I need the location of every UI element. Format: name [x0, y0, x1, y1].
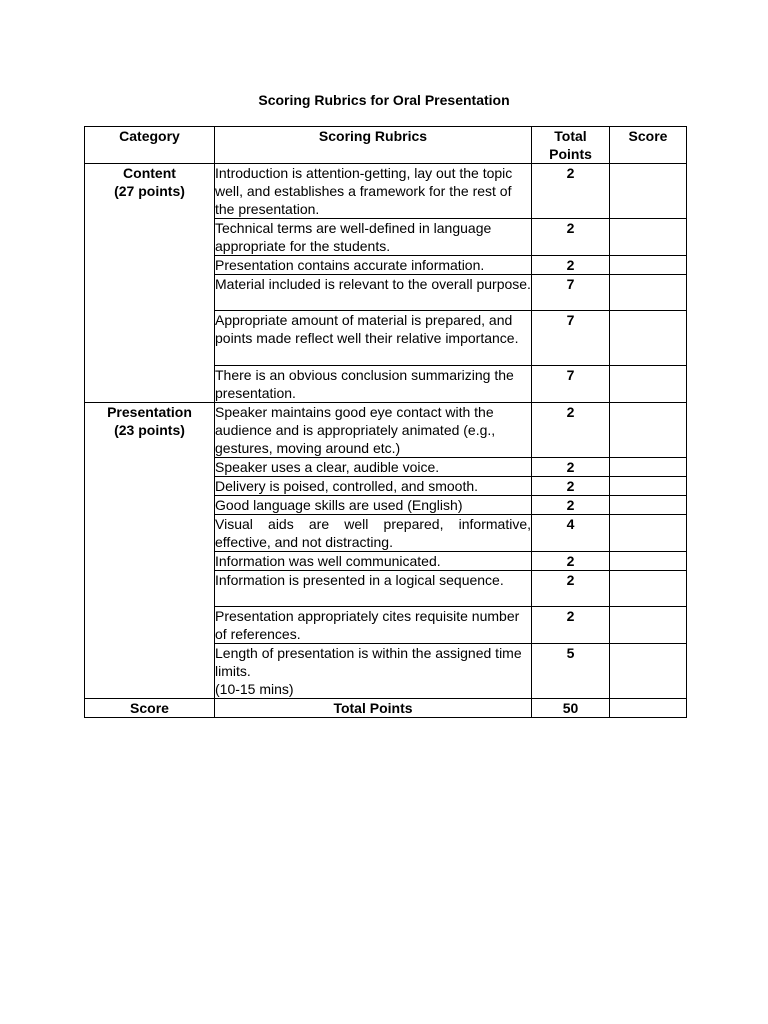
- score-cell[interactable]: [610, 311, 687, 366]
- footer-score-label: Score: [85, 699, 215, 718]
- rubric-text: Introduction is attention-getting, lay out the topic well, and establishes a framework for the rest of the presentation.: [215, 164, 532, 219]
- rubric-text: Appropriate amount of material is prepared, and points made reflect well their relative importance.: [215, 311, 532, 366]
- rubric-points: 2: [532, 607, 610, 644]
- final-score-cell[interactable]: [610, 699, 687, 718]
- score-cell[interactable]: [610, 256, 687, 275]
- rubric-text: Visual aids are well prepared, informative, effective, and not distracting.: [215, 516, 531, 550]
- footer-total-label: Total Points: [215, 699, 532, 718]
- category-presentation: [85, 403, 215, 699]
- rubric-text: Delivery is poised, controlled, and smooth.: [215, 477, 532, 496]
- score-cell[interactable]: [610, 552, 687, 571]
- category-points: (27 points): [114, 183, 185, 199]
- rubric-points: 4: [532, 515, 610, 552]
- rubric-text: Length of presentation is within the assigned time limits.: [215, 645, 522, 679]
- category-label: Content: [123, 165, 176, 181]
- table-row: [85, 164, 687, 219]
- rubric-text: Speaker uses a clear, audible voice.: [215, 458, 532, 477]
- rubric-points: 2: [532, 496, 610, 515]
- score-cell[interactable]: [610, 477, 687, 496]
- table-row: [85, 403, 687, 458]
- header-total-points: Total Points: [532, 127, 610, 164]
- rubric-points: 7: [532, 311, 610, 366]
- rubric-text-block: [215, 644, 532, 699]
- rubric-table: [84, 126, 687, 718]
- header-scoring-rubrics: Scoring Rubrics: [215, 127, 532, 164]
- score-cell[interactable]: [610, 275, 687, 311]
- page-title: Scoring Rubrics for Oral Presentation: [258, 92, 510, 108]
- score-cell[interactable]: [610, 644, 687, 699]
- rubric-text: Good language skills are used (English): [215, 496, 532, 515]
- rubric-points: 2: [532, 571, 610, 607]
- rubric-points: 2: [532, 164, 610, 219]
- rubric-text: Speaker maintains good eye contact with the audience and is appropriately animated (e.g., gestures, moving around etc.): [215, 403, 532, 458]
- score-cell[interactable]: [610, 571, 687, 607]
- rubric-points: 2: [532, 458, 610, 477]
- score-cell[interactable]: [610, 515, 687, 552]
- rubric-text: Information was well communicated.: [215, 552, 532, 571]
- rubric-text: There is an obvious conclusion summarizing the presentation.: [215, 366, 532, 403]
- score-cell[interactable]: [610, 403, 687, 458]
- score-cell[interactable]: [610, 366, 687, 403]
- rubric-points: 2: [532, 219, 610, 256]
- rubric-points: 2: [532, 403, 610, 458]
- rubric-text: Technical terms are well-defined in language appropriate for the students.: [215, 219, 532, 256]
- header-score: Score: [610, 127, 687, 164]
- category-content: [85, 164, 215, 403]
- score-cell[interactable]: [610, 607, 687, 644]
- rubric-text: Material included is relevant to the overall purpose.: [215, 275, 532, 311]
- rubric-text: Presentation appropriately cites requisite number of references.: [215, 607, 532, 644]
- header-row: [85, 127, 687, 164]
- rubric-text-note: (10-15 mins): [215, 681, 294, 697]
- rubric-points: 2: [532, 552, 610, 571]
- header-category: Category: [85, 127, 215, 164]
- rubric-points: 7: [532, 366, 610, 403]
- rubric-points: 7: [532, 275, 610, 311]
- score-cell[interactable]: [610, 219, 687, 256]
- total-row: [85, 699, 687, 718]
- category-points: (23 points): [114, 422, 185, 438]
- rubric-text: Information is presented in a logical sequence.: [215, 571, 532, 607]
- category-label: Presentation: [107, 404, 192, 420]
- score-cell[interactable]: [610, 496, 687, 515]
- score-cell[interactable]: [610, 458, 687, 477]
- rubric-text: Presentation contains accurate information.: [215, 256, 532, 275]
- rubric-points: 2: [532, 477, 610, 496]
- score-cell[interactable]: [610, 164, 687, 219]
- rubric-points: 5: [532, 644, 610, 699]
- footer-total-value: 50: [532, 699, 610, 718]
- rubric-points: 2: [532, 256, 610, 275]
